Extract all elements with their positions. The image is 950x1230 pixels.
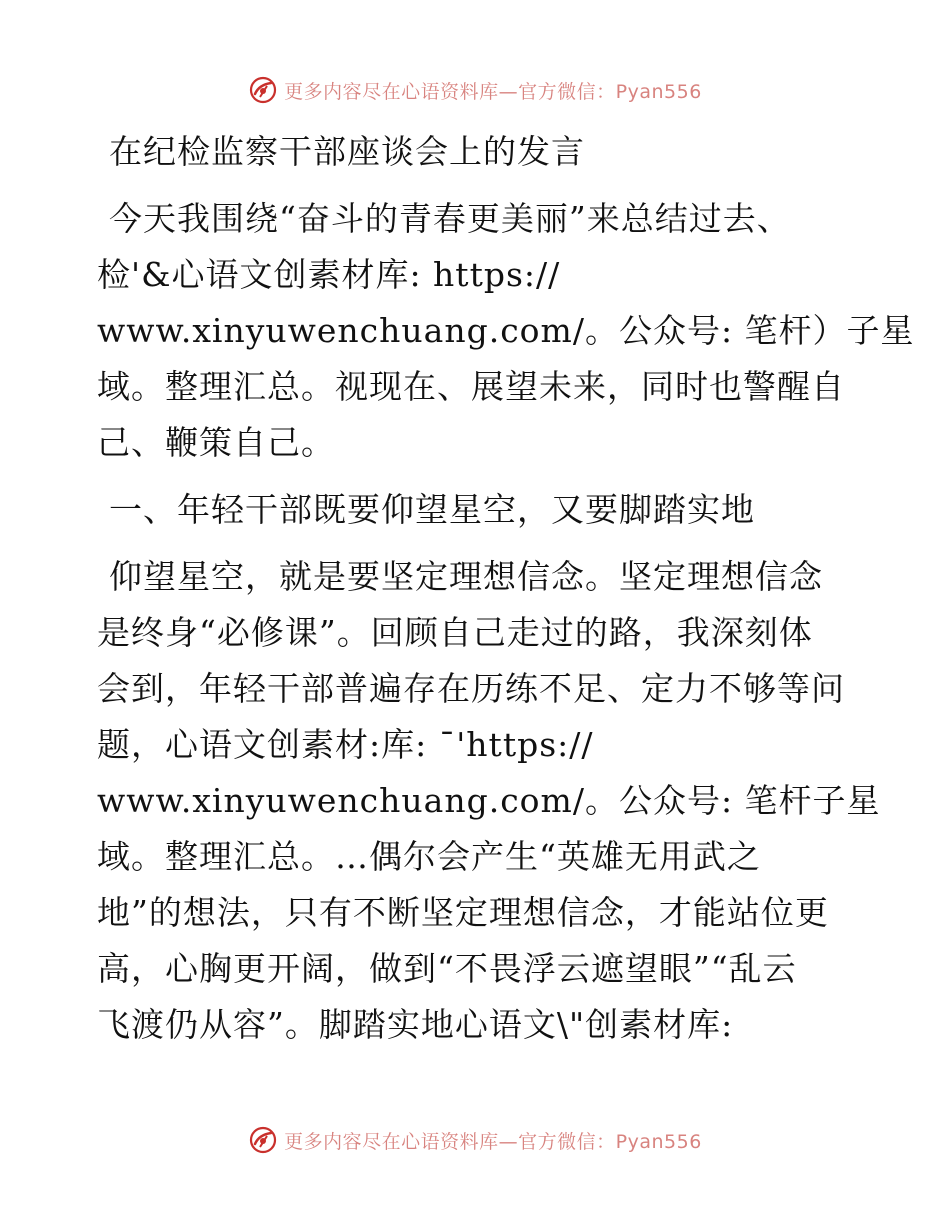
document-body bbox=[97, 124, 915, 1053]
footer-banner bbox=[0, 1120, 950, 1160]
paragraph-line: www.xinyuwenchuang.com/。公众号: 笔杆）子星 bbox=[97, 311, 915, 350]
document-title: 在纪检监察干部座谈会上的发言 bbox=[109, 132, 585, 171]
brand-logo-icon bbox=[248, 1125, 278, 1155]
paragraph-line: 地”的想法，只有不断坚定理想信念，才能站位更 bbox=[97, 893, 829, 932]
paragraph-line: 会到，年轻干部普遍存在历练不足、定力不够等问 bbox=[97, 669, 845, 708]
footer-banner-inner bbox=[248, 1125, 702, 1155]
footer-banner-text: 更多内容尽在心语资料库—官方微信：Pyan556 bbox=[284, 1130, 702, 1153]
paragraph-line: 高，心胸更开阔，做到“不畏浮云遮望眼”“乱云 bbox=[97, 949, 797, 988]
paragraph-line: 题，心语文创素材:库: ¯'https:// bbox=[97, 725, 594, 764]
paragraph-1 bbox=[97, 191, 915, 471]
paragraph-line: 仰望星空，就是要坚定理想信念。坚定理想信念 bbox=[109, 557, 823, 596]
brand-logo-icon bbox=[248, 75, 278, 105]
paragraph-line: 己、鞭策自己。 bbox=[97, 423, 335, 462]
paragraph-line: 是终身“必修课”。回顾自己走过的路，我深刻体 bbox=[97, 613, 813, 652]
section-heading: 一、年轻干部既要仰望星空，又要脚踏实地 bbox=[109, 490, 755, 529]
paragraph-line: 今天我围绕“奋斗的青春更美丽”来总结过去、 bbox=[109, 199, 791, 238]
header-banner bbox=[0, 70, 950, 110]
paragraph-2 bbox=[97, 549, 881, 1053]
paragraph-line: 检'&心语文创素材库: https:// bbox=[97, 255, 561, 294]
paragraph-line: 域。整理汇总。…偶尔会产生“英雄无用武之 bbox=[97, 837, 761, 876]
paragraph-line: www.xinyuwenchuang.com/。公众号: 笔杆子星 bbox=[97, 781, 881, 820]
header-banner-inner bbox=[248, 75, 702, 105]
paragraph-line: 飞渡仍从容”。脚踏实地心语文\"创素材库: bbox=[97, 1005, 734, 1044]
header-banner-text: 更多内容尽在心语资料库—官方微信：Pyan556 bbox=[284, 80, 702, 103]
paragraph-line: 域。整理汇总。视现在、展望未来，同时也警醒自 bbox=[97, 367, 845, 406]
